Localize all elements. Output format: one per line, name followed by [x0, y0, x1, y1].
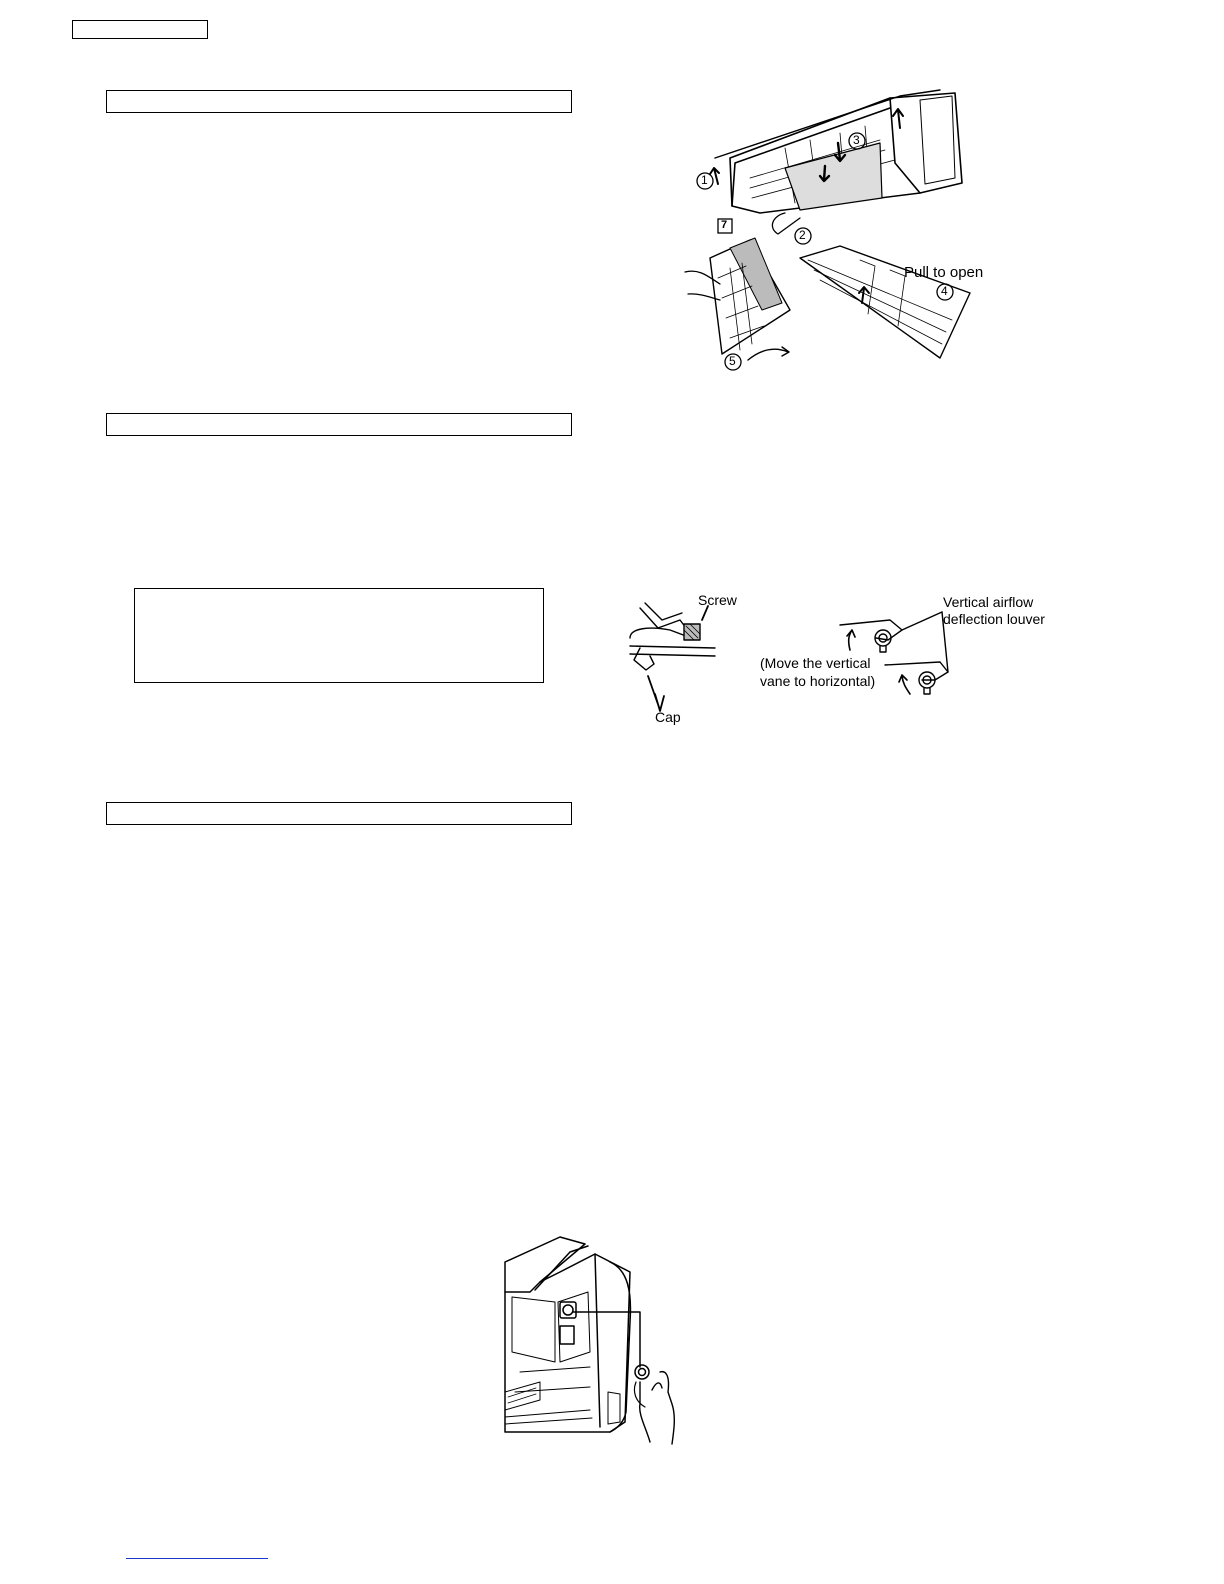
pull-to-open-callout: Pull to open — [904, 264, 984, 281]
cap-label: Cap — [655, 709, 681, 725]
move-vane-label-line2: vane to horizontal) — [760, 673, 876, 689]
step-number-1: 1 — [701, 173, 708, 187]
step-number-2: 2 — [799, 228, 806, 242]
louver-label-line2: deflection louver — [943, 611, 1045, 627]
step-number-3: 3 — [853, 133, 860, 147]
move-vane-label-line1: (Move the vertical — [760, 655, 871, 671]
step-number-4: 4 — [941, 284, 948, 298]
footer-link-underline[interactable] — [126, 1558, 268, 1559]
louver-label-line1: Vertical airflow — [943, 594, 1034, 610]
step-number-5: 5 — [729, 354, 736, 368]
part-number-label: 7 — [721, 219, 728, 231]
reset-button-illustration — [500, 1232, 685, 1444]
screw-cap-illustration — [620, 598, 730, 708]
screw-label: Screw — [698, 592, 737, 608]
